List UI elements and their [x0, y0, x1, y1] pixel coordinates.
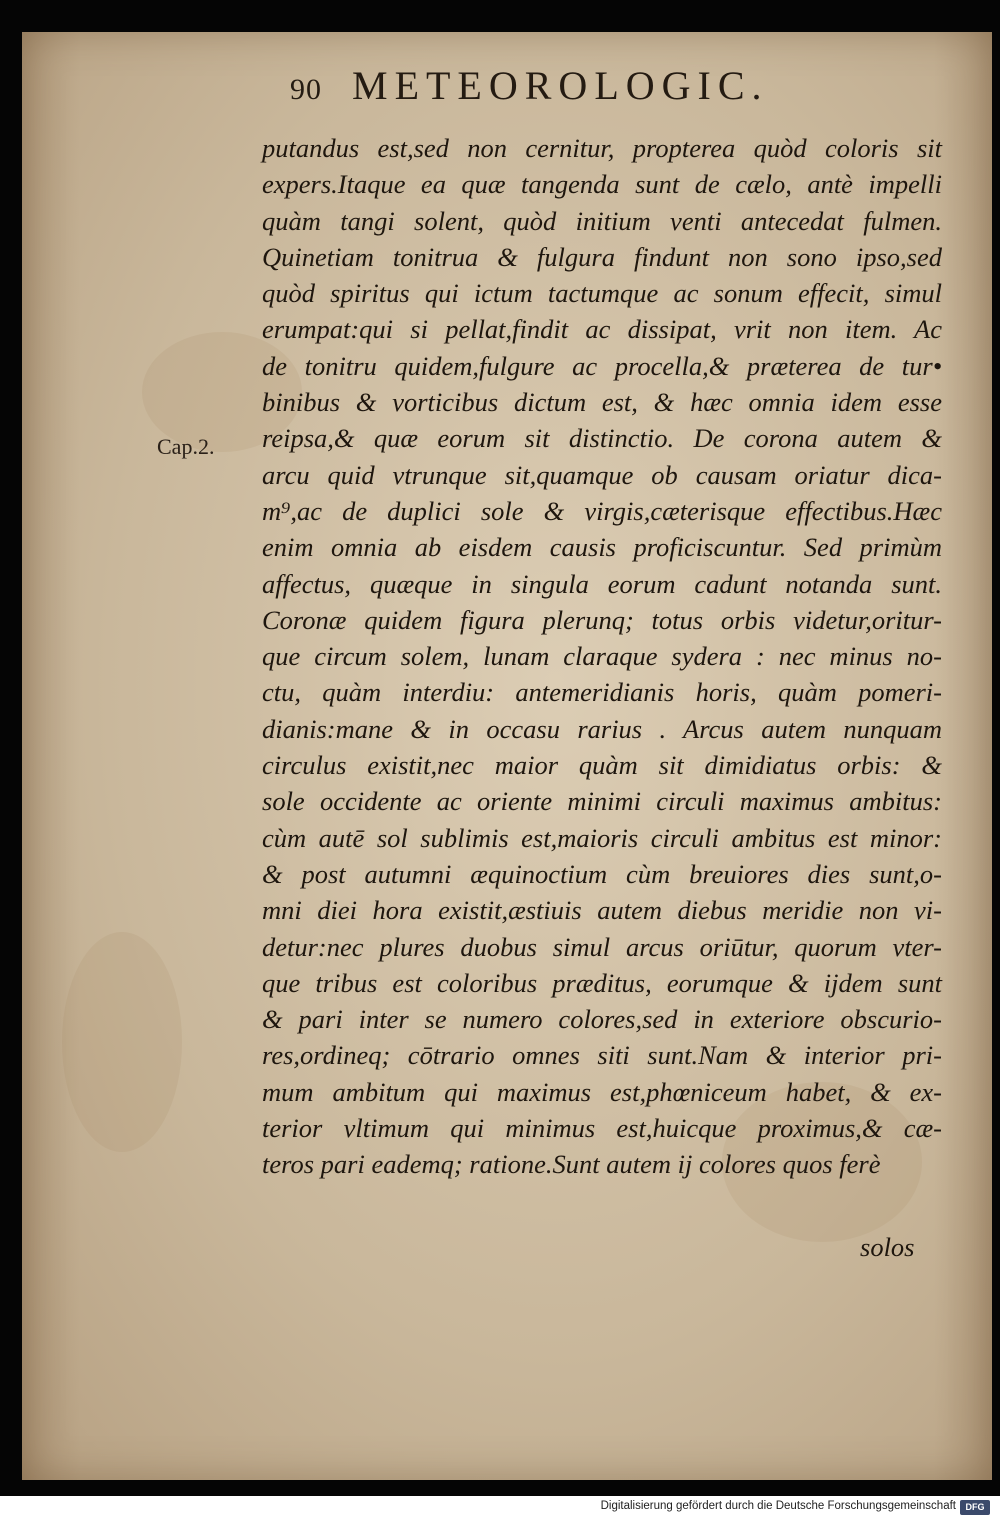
footer-credit: Digitalisierung gefördert durch die Deutsche Forschungsgemeinschaft: [600, 1500, 956, 1512]
text-line: enim omnia ab eisdem causis proficiscuntur. Sed primùm: [262, 532, 942, 563]
text-line: detur:nec plures duobus simul arcus oriūtur, quorum vter-: [262, 931, 942, 962]
text-line: sole occidente ac oriente minimi circuli maximus ambitus:: [262, 786, 942, 817]
text-line: terior vltimum qui minimus est,huicque proximus,& cæ-: [262, 1113, 942, 1144]
body-text: [262, 130, 942, 1183]
text-line: de tonitru quidem,fulgure ac procella,& præterea de tur•: [262, 350, 942, 381]
text-line: circulus existit,nec maior quàm sit dimidiatus orbis: &: [262, 750, 942, 781]
text-line: arcu quid vtrunque sit,quamque ob causam oriatur dica-: [262, 459, 942, 490]
footer-strip: [0, 1496, 1000, 1520]
page-number: 90: [290, 73, 322, 106]
text-line: erumpat:qui si pellat,findit ac dissipat, vrit non item. Ac: [262, 314, 942, 345]
text-line: m⁹,ac de duplici sole & virgis,cæterisque effectibus.Hæc: [262, 495, 942, 526]
text-line: quòd spiritus qui ictum tactumque ac sonum effecit, simul: [262, 278, 942, 309]
running-head: METEOROLOGIC.: [352, 63, 769, 108]
text-line: que circum solem, lunam claraque sydera : nec minus no-: [262, 641, 942, 672]
dfg-logo[interactable]: DFG: [960, 1500, 990, 1515]
catchword: solos: [860, 1232, 915, 1262]
text-line: quàm tangi solent, quòd initium venti antecedat fulmen.: [262, 205, 942, 236]
text-line: cùm autē sol sublimis est,maioris circuli ambitus est minor:: [262, 822, 942, 853]
text-line: binibus & vorticibus dictum est, & hæc omnia idem esse: [262, 387, 942, 418]
paper-stain: [62, 932, 182, 1152]
text-line: dianis:mane & in occasu rarius . Arcus autem nunquam: [262, 713, 942, 744]
text-line: teros pari eademq; ratione.Sunt autem ij colores quos ferè: [262, 1149, 881, 1180]
text-line: Quinetiam tonitrua & fulgura findunt non sono ipso,sed: [262, 241, 942, 272]
page-header: [290, 62, 769, 109]
margin-note-chapter: Cap.2.: [157, 434, 215, 459]
text-line: mni diei hora existit,æstiuis autem diebus meridie non vi-: [262, 895, 942, 926]
text-line: reipsa,& quæ eorum sit distinctio. De corona autem &: [262, 423, 942, 454]
text-line: que tribus est coloribus præditus, eorumque & ijdem sunt: [262, 967, 942, 998]
text-line: & pari inter se numero colores,sed in exteriore obscurio-: [262, 1004, 942, 1035]
text-line: Coronæ quidem figura plerunq; totus orbis videtur,oritur-: [262, 604, 942, 635]
text-line: mum ambitum qui maximus est,phœniceum habet, & ex-: [262, 1076, 942, 1107]
text-line: affectus, quæque in singula eorum cadunt notanda sunt.: [262, 568, 942, 599]
text-line: res,ordineq; cōtrario omnes siti sunt.Nam & interior pri-: [262, 1040, 942, 1071]
text-line: expers.Itaque ea quæ tangenda sunt de cælo, antè impelli: [262, 169, 942, 200]
text-line: & post autumni æquinoctium cùm breuiores dies sunt,o-: [262, 858, 942, 889]
text-line: ctu, quàm interdiu: antemeridianis horis, quàm pomeri-: [262, 677, 942, 708]
text-line: putandus est,sed non cernitur, propterea quòd coloris sit: [262, 133, 942, 163]
